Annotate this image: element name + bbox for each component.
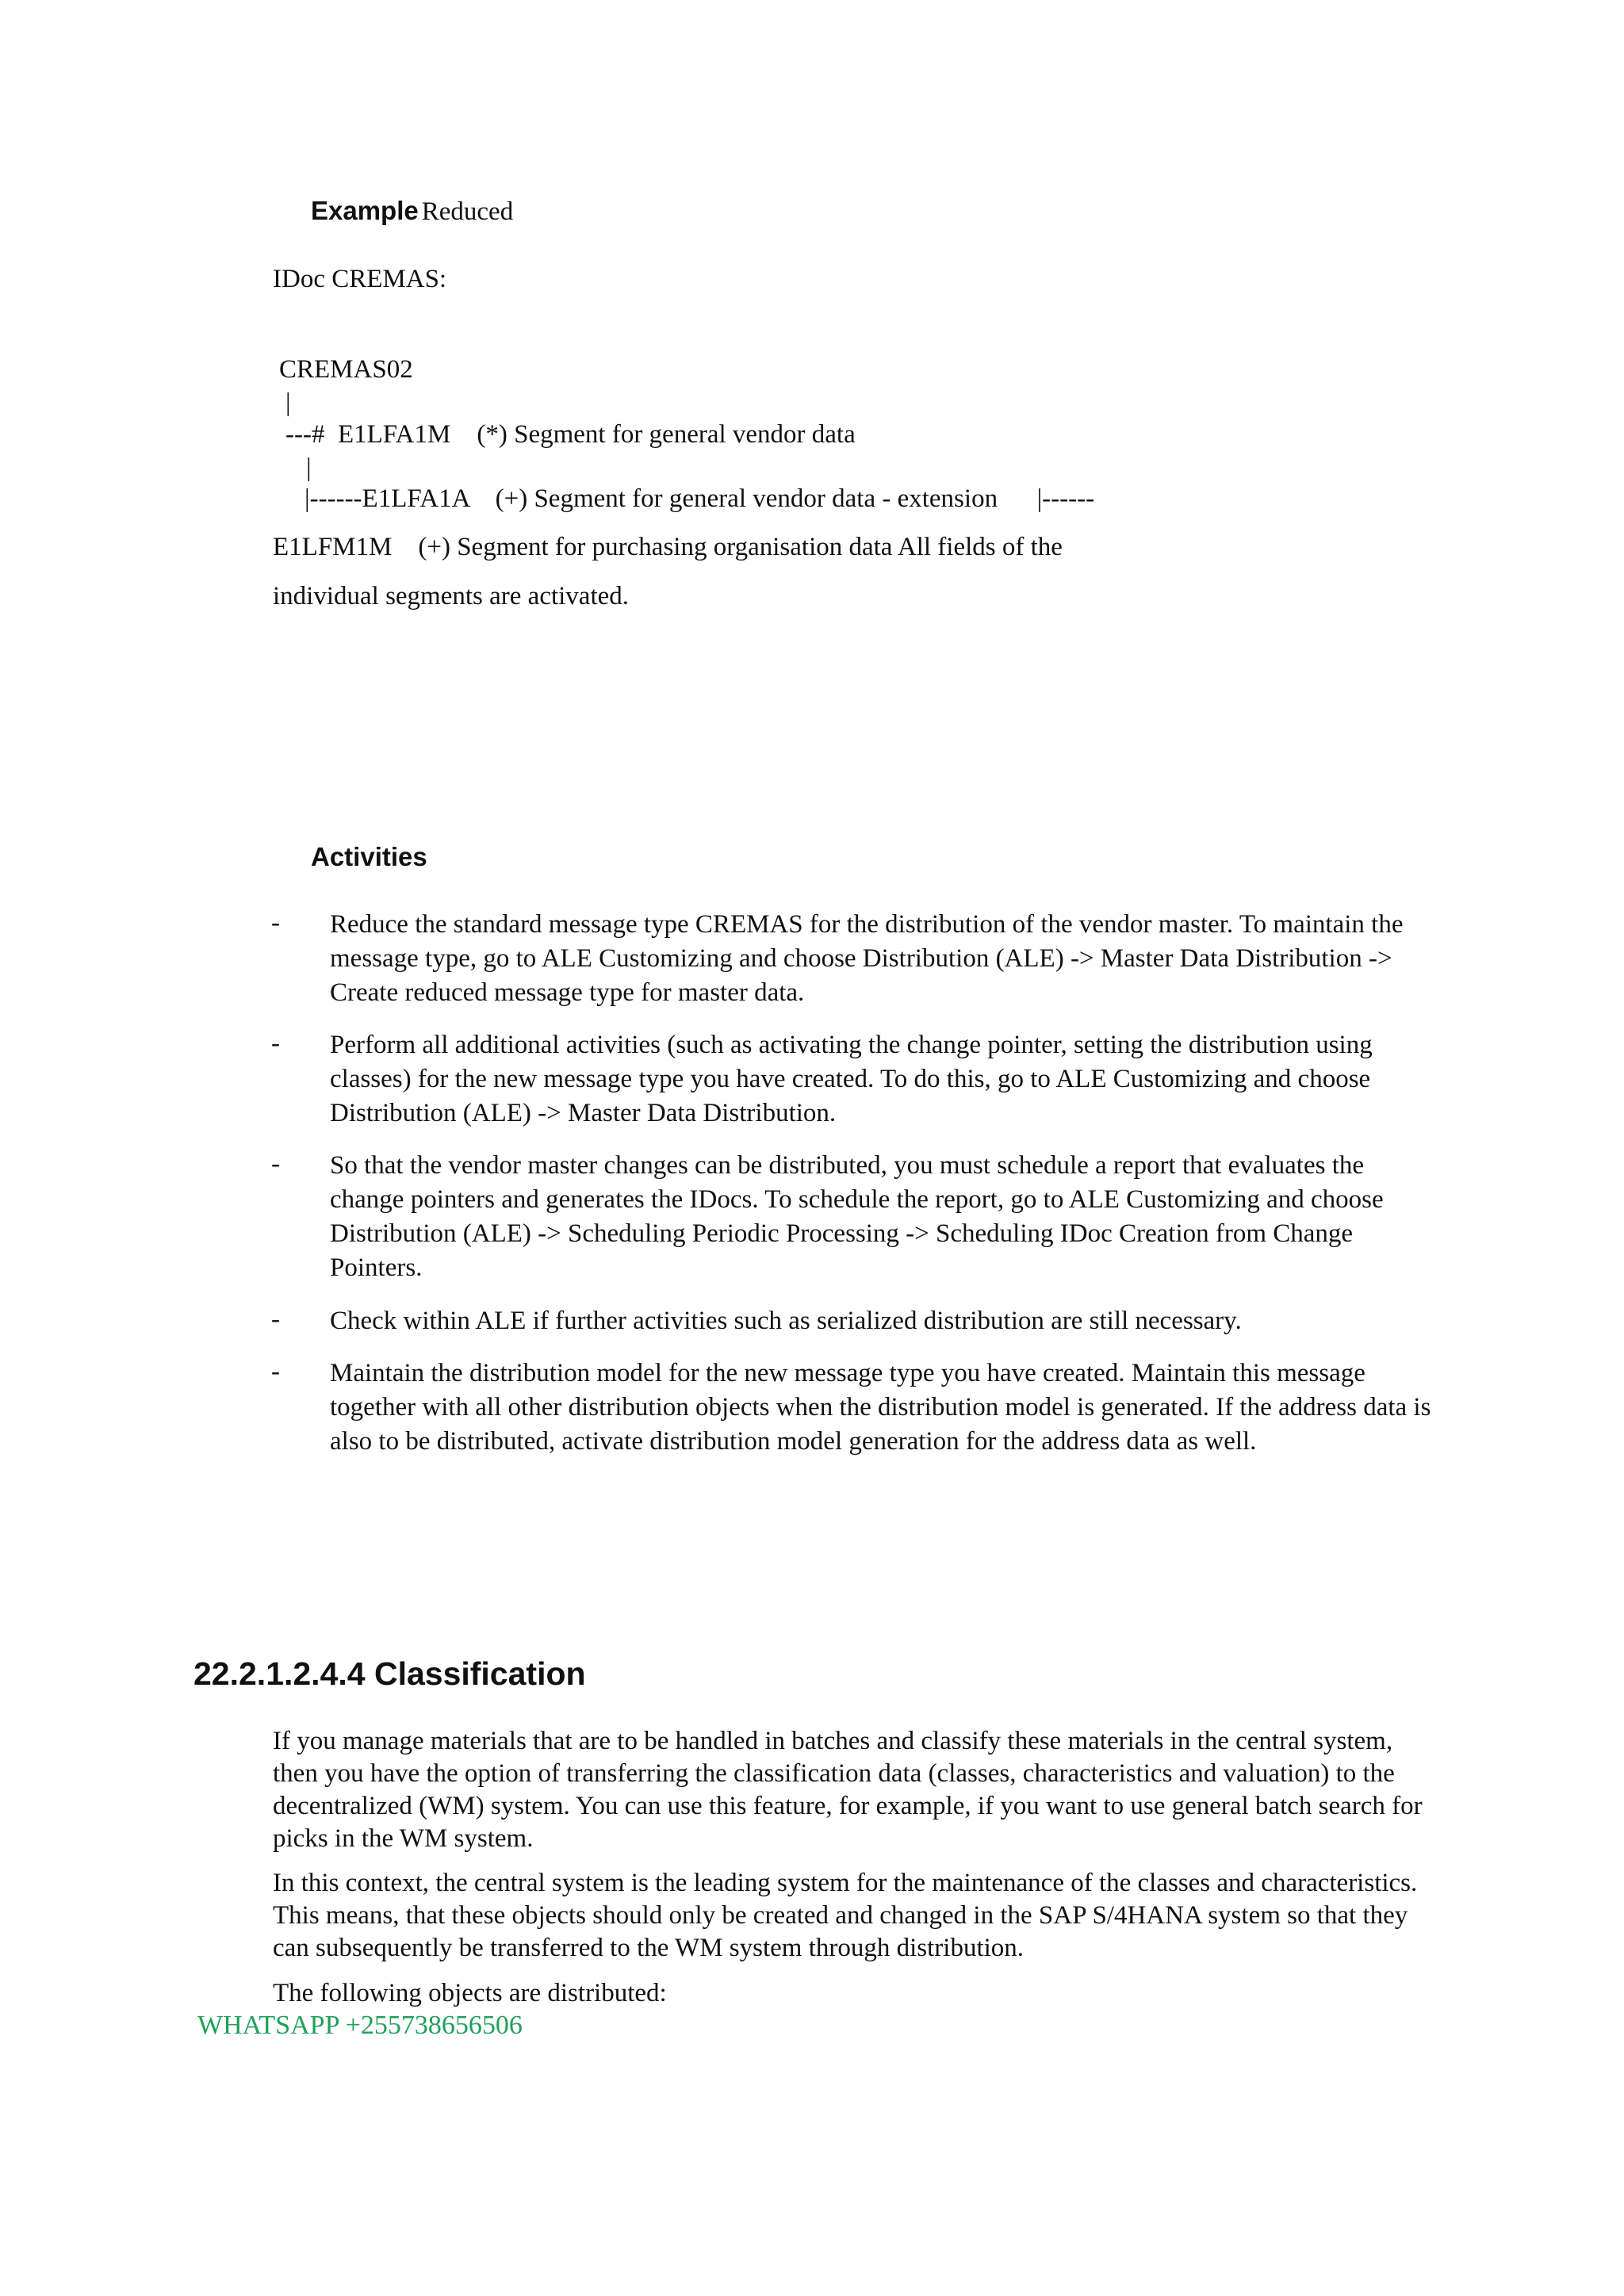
activity-text: So that the vendor master changes can be distributed, you must schedule a report that evaluates the change pointers and generates the IDocs. To schedule the report, go to ALE Customizing and choose Distribution (ALE) -> Scheduling Periodic Processing -> Scheduling IDoc Creation from Change Pointers. <box>330 1151 1384 1282</box>
example-text: Reduced <box>421 197 514 226</box>
activity-text: Maintain the distribution model for the new message type you have created. Maintain this message together with all other distribution objects when the distribution model is generated. If the address data is also to be distributed, activate distribution model generation for the address data as well. <box>330 1359 1431 1456</box>
classification-paragraph: The following objects are distributed: <box>273 1979 667 2007</box>
activity-text: Check within ALE if further activities such as serialized distribution are still necessary. <box>330 1307 1242 1335</box>
tree-segment-e1lfa1m: ---# E1LFA1M (*) Segment for general vendor data <box>285 420 856 449</box>
idoc-intro: IDoc CREMAS: <box>273 265 447 293</box>
bullet-dash: - <box>271 1305 280 1334</box>
activity-text: Reduce the standard message type CREMAS for the distribution of the vendor master. To maintain the message type, go to ALE Customizing and choose Distribution (ALE) -> Master Data Distribution -> Create reduced message type for master data. <box>330 910 1404 1007</box>
classification-paragraph: If you manage materials that are to be handled in batches and classify these materials in the central system, then you have the option of transferring the classification data (classes, characteristics and valuation) to the decentralized (WM) system. You can use this feature, for example, if you want to use general batch search for picks in the WM system. <box>273 1727 1423 1853</box>
tree-segment-e1lfa1a: |------E1LFA1A (+) Segment for general vendor data - extension |------ <box>304 484 1095 513</box>
footer-contact: WHATSAPP +255738656506 <box>197 2011 523 2040</box>
example-label: Example <box>311 196 419 225</box>
tree-pipe-1: | <box>285 388 291 417</box>
classification-paragraph: In this context, the central system is the leading system for the maintenance of the classes and characteristics. This means, that these objects should only be created and changed in the SAP S/4HANA system so that they can subsequently be transferred to the WM system through distribution. <box>273 1869 1418 1962</box>
tree-root: CREMAS02 <box>279 355 413 384</box>
bullet-dash: - <box>271 1029 280 1058</box>
activity-text: Perform all additional activities (such as activating the change pointer, setting the distribution using classes) for the new message type you have created. To do this, go to ALE Customizing and choose Distribution (ALE) -> Master Data Distribution. <box>330 1031 1373 1127</box>
bullet-dash: - <box>271 1357 280 1386</box>
bullet-dash: - <box>271 1150 280 1178</box>
tree-note: individual segments are activated. <box>273 582 630 610</box>
tree-segment-e1lfm1m: E1LFM1M (+) Segment for purchasing organisation data All fields of the <box>273 533 1063 561</box>
example-line <box>311 195 513 229</box>
tree-pipe-2: | <box>306 453 312 482</box>
bullet-dash: - <box>271 909 280 937</box>
activities-heading: Activities <box>311 842 427 871</box>
section-heading: 22.2.1.2.4.4 Classification <box>193 1655 586 1692</box>
